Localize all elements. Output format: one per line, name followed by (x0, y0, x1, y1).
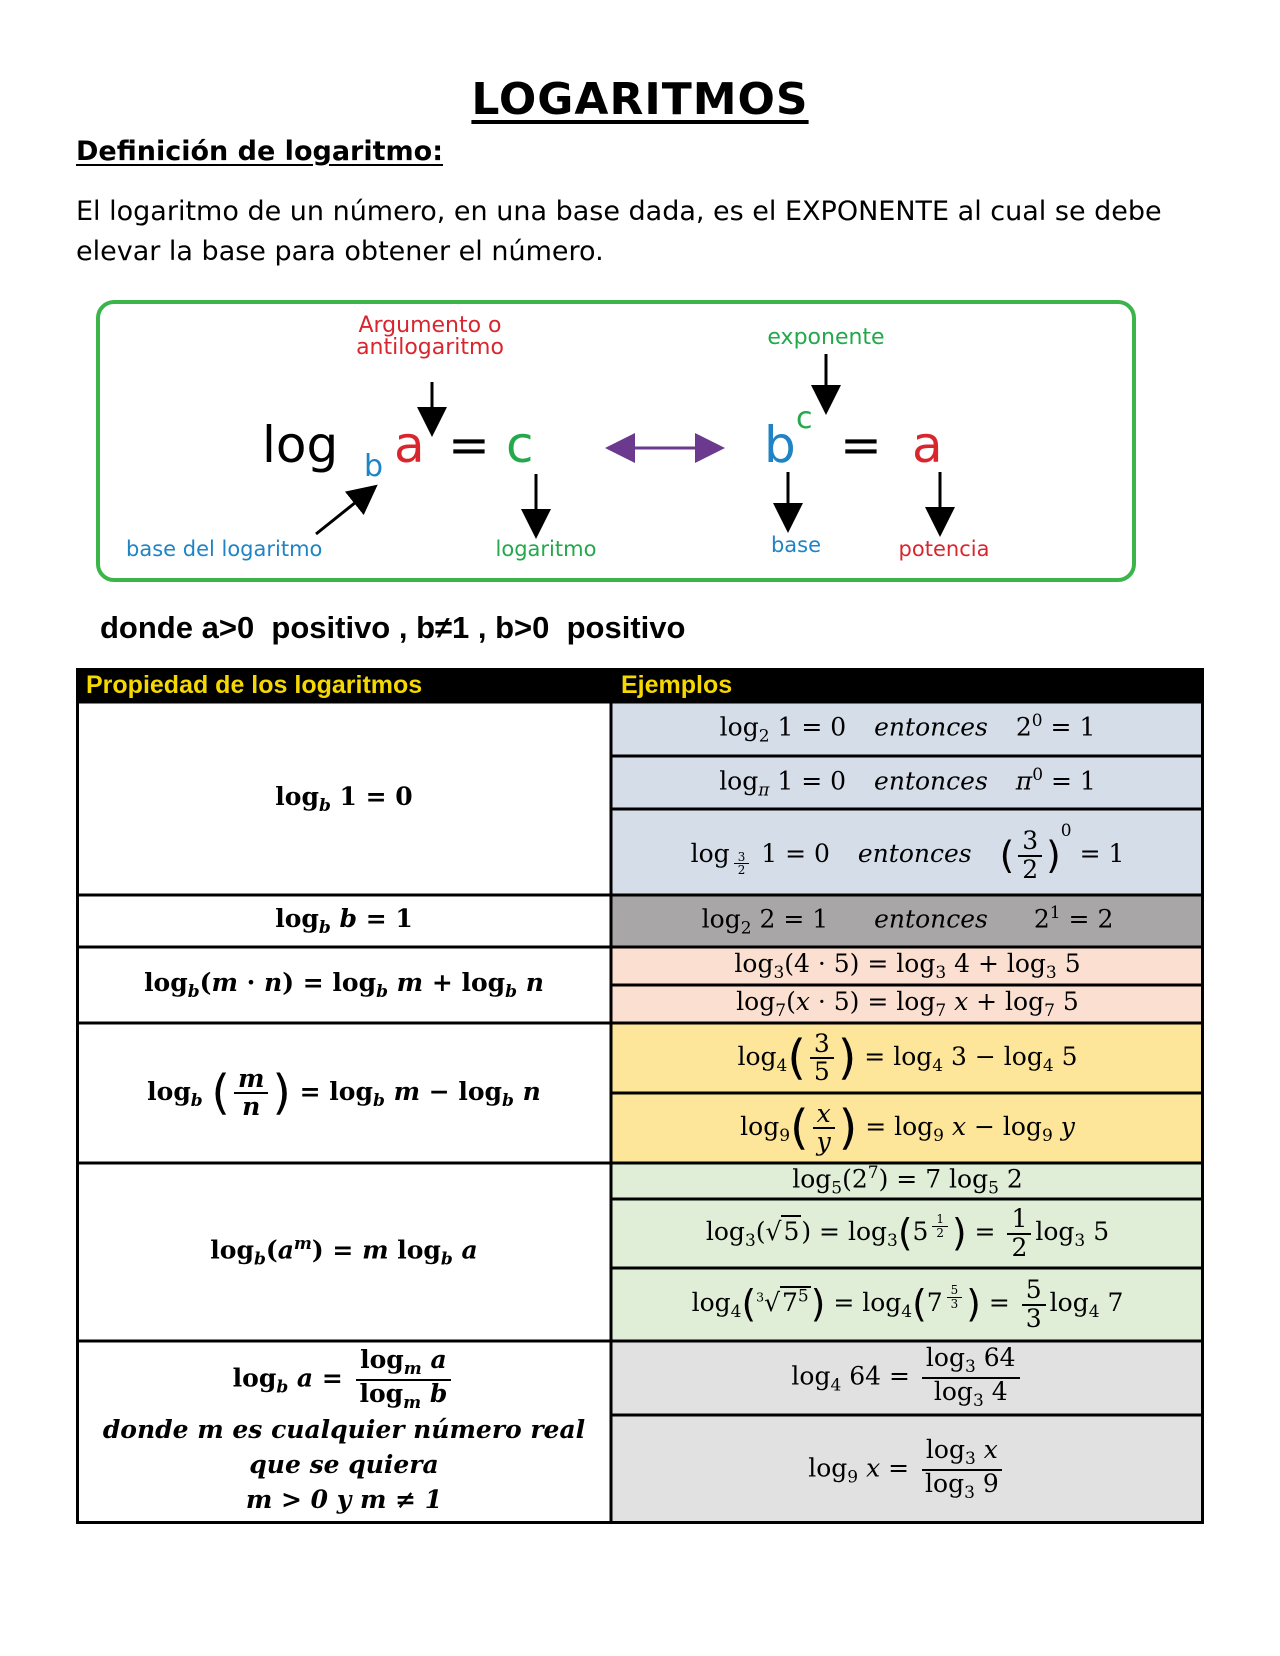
example-product-2: $\log_7(x \cdot 5) = \log_7 x + \log_7 5$ (736, 987, 1079, 1021)
example-power-2: $\log_3(√5) = \log_3(5$ $^{\frac{1}{2}}$ ) = $\frac{1}{2}$ $\log_3 5$ (705, 1204, 1110, 1262)
properties-table (76, 668, 1204, 1524)
equals-1: = (448, 416, 490, 474)
prop-log-of-one: $\log_b 1 = 0$ (79, 704, 609, 893)
page-title: LOGARITMOS (471, 74, 809, 125)
example-log32-1: log $_{\frac{3}{2}}$ 1 = 0 entonces ( $\frac{3}{2}$ )$^0$ = 1 (690, 821, 1125, 884)
change-base-note-1: donde m es cualquier número real (102, 1415, 586, 1445)
label-base: base (770, 533, 822, 557)
prop-quotient: $\log_b$ ( $\frac{m}{n}$ ) = $\log_b m - \log_b n$ (79, 1025, 609, 1161)
log-text: log (262, 416, 339, 474)
example-change-base-1: $\log_4 64$ = $\frac{\log_3 64}{\log_3 4}$ (611, 1341, 1204, 1415)
label-base-log: base del logaritmo (126, 537, 323, 561)
prop-power: $\log_b(a^m) = m$ $\log_b a$ (79, 1165, 609, 1339)
example-quotient-1: $\log_4$( $\frac{3}{5}$ ) = $\log_4 3 - \log_4 5$ (737, 1028, 1078, 1086)
example-product-1: $\log_3(4 \cdot 5) = \log_3 4 + \log_3 5$ (734, 949, 1081, 983)
definition-text: El logaritmo de un número, en una base dada, es el EXPONENTE al cual se debe elevar la base para obtener el número. (76, 196, 1162, 267)
label-logaritmo: logaritmo (495, 537, 597, 561)
prop-change-of-base: $\log_b a$ = $\frac{\log_m a}{\log_m b}$ donde m es cualquier número real que se quiera m > 0 y m ≠ 1 (79, 1343, 609, 1521)
power-base-b: b (764, 416, 796, 474)
log-base-b: b (364, 449, 384, 484)
log-arg-a: a (394, 416, 425, 474)
change-base-note-2: que se quiera (249, 1450, 439, 1480)
equals-2: = (840, 416, 882, 474)
header-property: Propiedad de los logaritmos (86, 670, 423, 699)
label-potencia: potencia (898, 537, 990, 561)
example-logpi-1: $\log_\pi 1 = 0$ entonces $\pi^0 = 1$ (719, 764, 1096, 801)
label-argument-1: Argumento o (358, 313, 502, 338)
header-examples: Ejemplos (621, 670, 733, 699)
power-result-a: a (912, 416, 943, 474)
example-power-3: $\log_4(^3√7^5) = \log_4(7$ $^{\frac{5}{3}}$ ) = $\frac{5}{3}$ $\log_4 7$ (691, 1275, 1124, 1333)
prop-product: $\log_b(m \cdot n) = \log_b m + \log_b n$ (79, 949, 609, 1021)
example-change-base-2: $\log_9 x$ = $\frac{\log_3 x}{\log_3 9}$ (611, 1415, 1204, 1524)
example-power-1: $\log_5(2^7) = 7$ $\log_5 2$ (792, 1163, 1023, 1199)
label-exponent: exponente (767, 325, 885, 350)
result-c: c (506, 416, 534, 474)
definition-diagram (96, 300, 1136, 582)
condition-text: donde a>0 positivo , b≠1 , b>0 positivo (100, 610, 686, 645)
example-log2-1: $\log_2 1 = 0$ entonces $2^0 = 1$ (719, 711, 1096, 747)
diagram-svg (100, 304, 1140, 586)
prop-log-of-base: $\log_b b = 1$ (79, 897, 609, 945)
example-log2-2: $\log_2 2 = 1$ entonces $2^1 = 2$ (701, 903, 1114, 939)
power-exp-c: c (796, 401, 813, 436)
label-argument-2: antilogaritmo (356, 335, 504, 360)
definition-heading: Definición de logaritmo: (76, 136, 443, 167)
example-quotient-2: $\log_9$( $\frac{x}{y}$ ) = $\log_9 x - \log_9 y$ (740, 1098, 1075, 1156)
arrow-to-base-log (316, 494, 366, 534)
